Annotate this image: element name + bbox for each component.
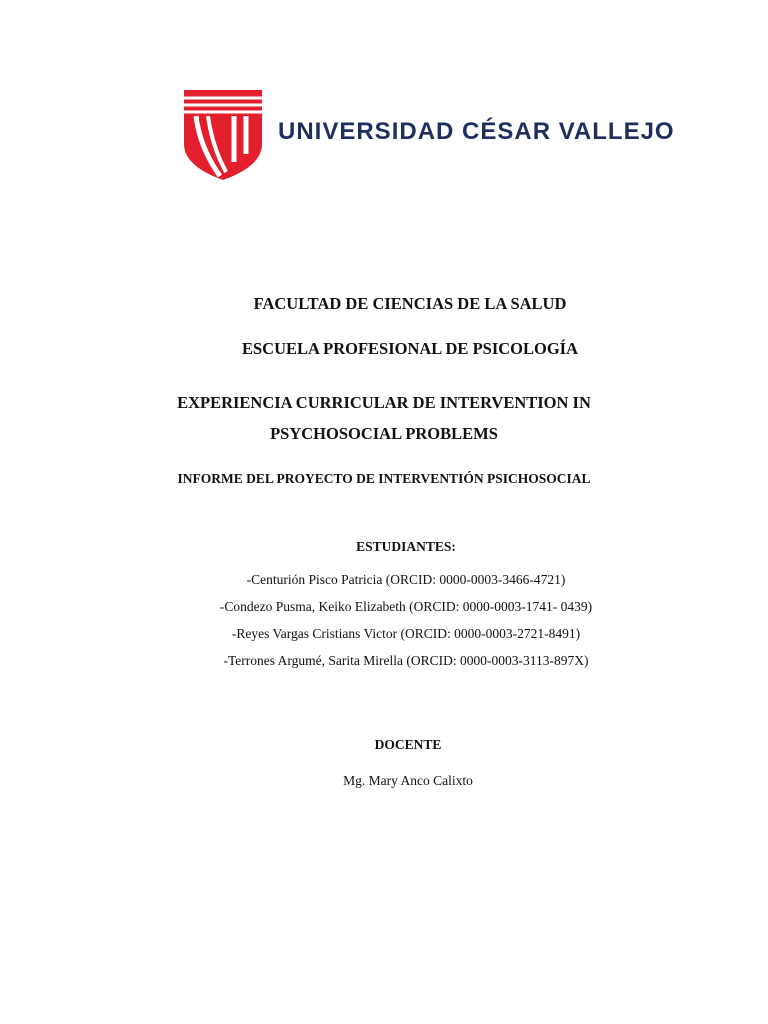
student-item: -Centurión Pisco Patricia (ORCID: 0000-0003-3466-4721) bbox=[246, 572, 566, 587]
university-name: UNIVERSIDAD CÉSAR VALLEJO bbox=[278, 118, 675, 145]
teacher-heading: DOCENTE bbox=[374, 737, 442, 752]
university-logo bbox=[182, 88, 675, 184]
teacher-name: Mg. Mary Anco Calixto bbox=[343, 773, 473, 788]
report-title: INFORME DEL PROYECTO DE INTERVENTIÓN PSICHOSOCIAL bbox=[177, 471, 591, 486]
school-heading: ESCUELA PROFESIONAL DE PSICOLOGÍA bbox=[241, 339, 579, 358]
student-item: -Reyes Vargas Cristians Victor (ORCID: 0000-0003-2721-8491) bbox=[231, 626, 581, 641]
student-item: -Terrones Argumé, Sarita Mirella (ORCID: 0000-0003-3113-897X) bbox=[223, 653, 589, 668]
faculty-heading: FACULTAD DE CIENCIAS DE LA SALUD bbox=[253, 294, 567, 313]
university-shield-icon bbox=[182, 88, 264, 182]
curricular-title-line1: EXPERIENCIA CURRICULAR DE INTERVENTION IN bbox=[177, 393, 591, 412]
student-item: -Condezo Pusma, Keiko Elizabeth (ORCID: 0000-0003-1741- 0439) bbox=[219, 599, 593, 614]
curricular-title-line2: PSYCHOSOCIAL PROBLEMS bbox=[270, 424, 498, 443]
students-heading: ESTUDIANTES: bbox=[356, 539, 456, 554]
